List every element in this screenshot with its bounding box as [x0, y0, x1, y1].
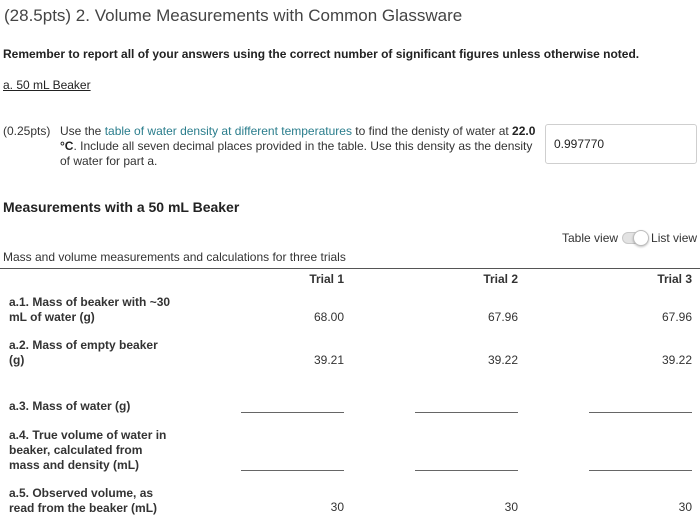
column-header-trial-3: Trial 3 — [657, 272, 692, 286]
question-text-end: . Include all seven decimal places provided in the table. Use this density as the density of water for part a. — [60, 139, 533, 168]
section-title: Measurements with a 50 mL Beaker — [3, 199, 240, 215]
mass-of-water-trial-3-input[interactable] — [589, 399, 692, 413]
list-view-label[interactable]: List view — [651, 231, 698, 245]
temperature-value: 22.0 °C — [60, 124, 536, 153]
cell-a1-trial-3: 67.96 — [661, 310, 692, 324]
question-text-start: Use the — [60, 124, 105, 138]
question-text-middle: to find the denisty of water at — [351, 124, 513, 138]
row-label-a3: a.3. Mass of water (g) — [9, 399, 131, 413]
true-volume-trial-2-input[interactable] — [415, 457, 518, 471]
water-density-table-link[interactable]: table of water density at different temperatures — [104, 124, 352, 138]
row-label-a1: a.1. Mass of beaker with ~30 mL of water (g) — [9, 295, 171, 324]
density-question-points: (0.25pts) — [3, 124, 51, 138]
cell-a5-trial-3: 30 — [678, 500, 692, 514]
cell-a2-trial-1: 39.21 — [313, 353, 344, 367]
cell-a5-trial-1: 30 — [330, 500, 344, 514]
row-label-a5: a.5. Observed volume, as read from the beaker (mL) — [9, 486, 158, 515]
water-density-input[interactable] — [545, 124, 697, 164]
table-header-rule — [0, 268, 700, 269]
column-header-trial-2: Trial 2 — [483, 272, 518, 286]
row-label-a2: a.2. Mass of empty beaker (g) — [9, 338, 158, 367]
page-title: (28.5pts) 2. Volume Measurements with Common Glassware — [4, 6, 463, 25]
cell-a1-trial-2: 67.96 — [487, 310, 518, 324]
cell-a2-trial-2: 39.22 — [487, 353, 518, 367]
cell-a5-trial-2: 30 — [504, 500, 518, 514]
true-volume-trial-3-input[interactable] — [589, 457, 692, 471]
row-label-a4: a.4. True volume of water in beaker, calculated from mass and density (mL) — [9, 428, 167, 472]
part-a-heading: a. 50 mL Beaker — [3, 78, 91, 92]
toggle-knob[interactable] — [633, 230, 649, 246]
cell-a1-trial-1: 68.00 — [313, 310, 344, 324]
table-view-label[interactable]: Table view — [562, 231, 619, 245]
mass-of-water-trial-2-input[interactable] — [415, 399, 518, 413]
true-volume-trial-1-input[interactable] — [241, 457, 344, 471]
cell-a2-trial-3: 39.22 — [661, 353, 692, 367]
table-caption: Mass and volume measurements and calculations for three trials — [3, 250, 346, 264]
sig-fig-reminder: Remember to report all of your answers using the correct number of significant figures unless otherwise noted. — [3, 47, 640, 61]
view-toggle[interactable] — [562, 230, 697, 246]
density-question-text — [60, 124, 540, 169]
view-toggle-switch[interactable] — [622, 232, 648, 244]
column-header-trial-1: Trial 1 — [309, 272, 344, 286]
mass-of-water-trial-1-input[interactable] — [241, 399, 344, 413]
